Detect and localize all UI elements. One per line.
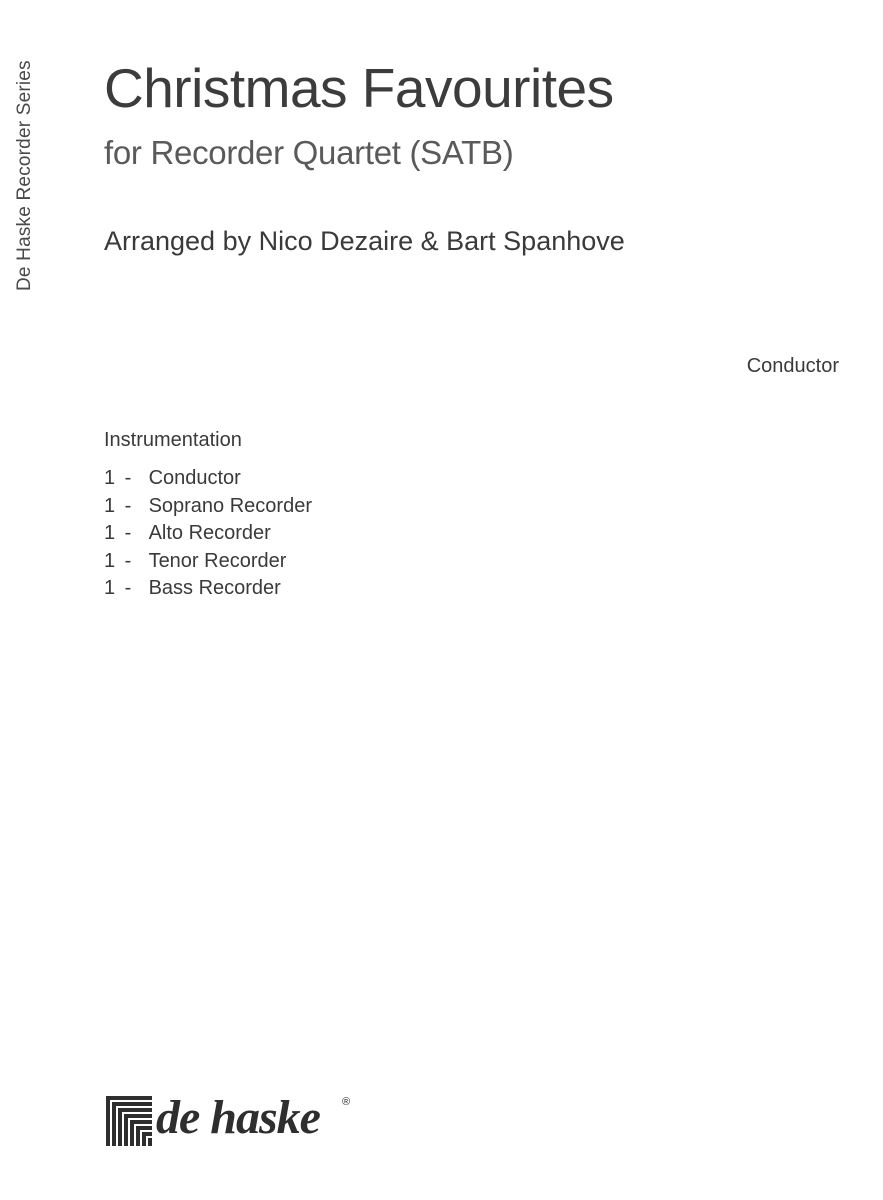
page-title: Christmas Favourites: [104, 57, 614, 119]
list-item: 1 - Conductor: [104, 467, 241, 489]
list-item: 1 - Alto Recorder: [104, 522, 271, 544]
list-item: 1 - Tenor Recorder: [104, 549, 287, 572]
instrumentation-list: [104, 465, 312, 603]
publisher-name: de haske: [156, 1091, 320, 1144]
list-item: 1 - Soprano Recorder: [104, 494, 312, 517]
de-haske-logo-icon: [104, 1094, 154, 1148]
instrumentation-heading: Instrumentation: [104, 429, 242, 451]
registered-mark: ®: [342, 1096, 351, 1108]
publisher-logo: [104, 1091, 364, 1154]
list-item: 1 - Bass Recorder: [104, 577, 281, 599]
series-label: De Haske Recorder Series: [14, 60, 35, 291]
arranger-credit: Arranged by Nico Dezaire & Bart Spanhove: [104, 226, 625, 256]
subtitle: for Recorder Quartet (SATB): [104, 134, 514, 171]
part-name: Conductor: [746, 355, 839, 377]
